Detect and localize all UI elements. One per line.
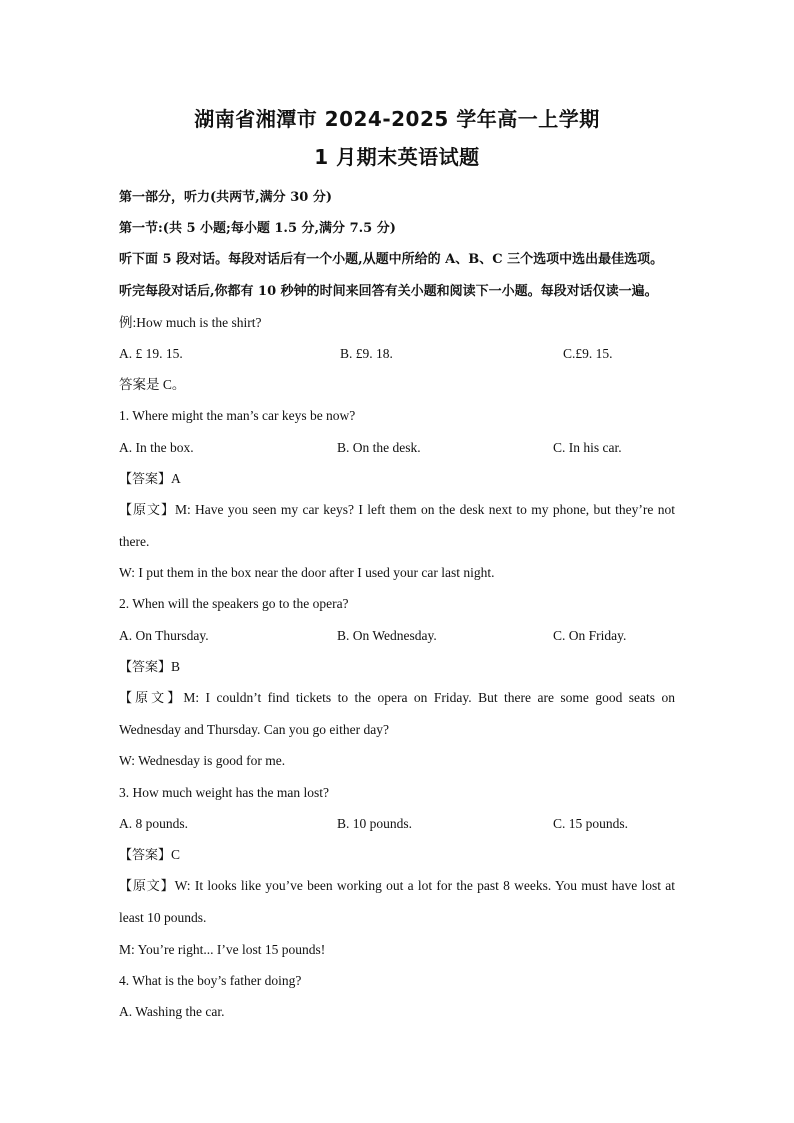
q3-option-c: C. 15 pounds. (553, 815, 629, 831)
question-4-options (119, 996, 675, 1027)
question-1: 1. Where might the man’s car keys be now? (119, 408, 356, 424)
section-heading: 第一节:(共 5 小题;每小题 1.5 分,满分 7.5 分) (119, 221, 396, 237)
exam-title-line-2: 1 月期末英语试题 (314, 145, 480, 169)
q2-option-b: B. On Wednesday. (337, 627, 437, 643)
example-option-a: A. £ 19. 15. (119, 345, 183, 361)
example-option-b: B. £9. 18. (340, 345, 393, 361)
question-1-options (119, 432, 675, 463)
answer-label: 【答案】 (119, 471, 172, 487)
q3-transcript-line-1: W: It looks like you’ve been working out a lot for the past 8 weeks. You must have lost at least 10 pounds. (119, 878, 675, 926)
q1-transcript-line-2: W: I put them in the box near the door after I used your car last night. (119, 565, 495, 581)
q1-option-a: A. In the box. (119, 439, 194, 455)
q1-option-c: C. In his car. (553, 439, 622, 455)
q2-transcript-line-1: M: I couldn’t find tickets to the opera on Friday. But there are some good seats on Wednesday and Thursday. Can you go either day? (119, 690, 675, 738)
q1-answer-value: A (171, 470, 181, 486)
q3-option-a: A. 8 pounds. (119, 815, 189, 831)
exam-title-line-1: 湖南省湘潭市 2024-2025 学年高一上学期 (194, 107, 600, 131)
q1-answer (119, 463, 675, 494)
transcript-label: 【原文】 (119, 691, 184, 707)
q3-transcript (119, 870, 675, 933)
example-answer: 答案是 C。 (119, 377, 186, 393)
question-4: 4. What is the boy’s father doing? (119, 972, 302, 988)
question-3: 3. How much weight has the man lost? (119, 784, 329, 800)
question-2: 2. When will the speakers go to the opera? (119, 596, 349, 612)
q2-transcript-line-2: W: Wednesday is good for me. (119, 753, 286, 769)
q2-option-a: A. On Thursday. (119, 627, 209, 643)
q2-option-c: C. On Friday. (553, 627, 627, 643)
q3-answer (119, 839, 675, 870)
example-options (119, 338, 675, 369)
example-option-c: C.£9. 15. (563, 345, 613, 361)
question-3-options (119, 808, 675, 839)
q1-transcript (119, 494, 675, 557)
q4-option-a: A. Washing the car. (119, 1003, 225, 1019)
q2-answer (119, 651, 675, 682)
example-question: 例:How much is the shirt? (119, 314, 262, 330)
answer-label: 【答案】 (119, 659, 172, 675)
q1-transcript-line-1: M: Have you seen my car keys? I left them on the desk next to my phone, but they’re not there. (119, 501, 675, 550)
q3-answer-value: C (171, 847, 181, 862)
part-heading: 第一部分，听力(共两节,满分 30 分) (119, 190, 332, 205)
instruction-line-1: 听下面 5 段对话。每段对话后有一个小题,从题中所给的 A、B、C 三个选项中选出最佳选项。 (119, 252, 664, 268)
instruction-line-2: 听完每段对话后,你都有 10 秒钟的时间来回答有关小题和阅读下一小题。每段对话仅读一遍。 (119, 283, 658, 299)
transcript-label: 【原文】 (119, 502, 175, 518)
answer-label: 【答案】 (119, 848, 172, 863)
q2-transcript (119, 682, 675, 745)
q1-option-b: B. On the desk. (337, 439, 421, 455)
q3-option-b: B. 10 pounds. (337, 815, 413, 831)
transcript-label: 【原文】 (119, 879, 175, 895)
q2-answer-value: B (171, 658, 181, 674)
exam-page (119, 100, 675, 1027)
question-2-options (119, 620, 675, 651)
q3-transcript-line-2: M: You’re right... I’ve lost 15 pounds! (119, 941, 326, 957)
